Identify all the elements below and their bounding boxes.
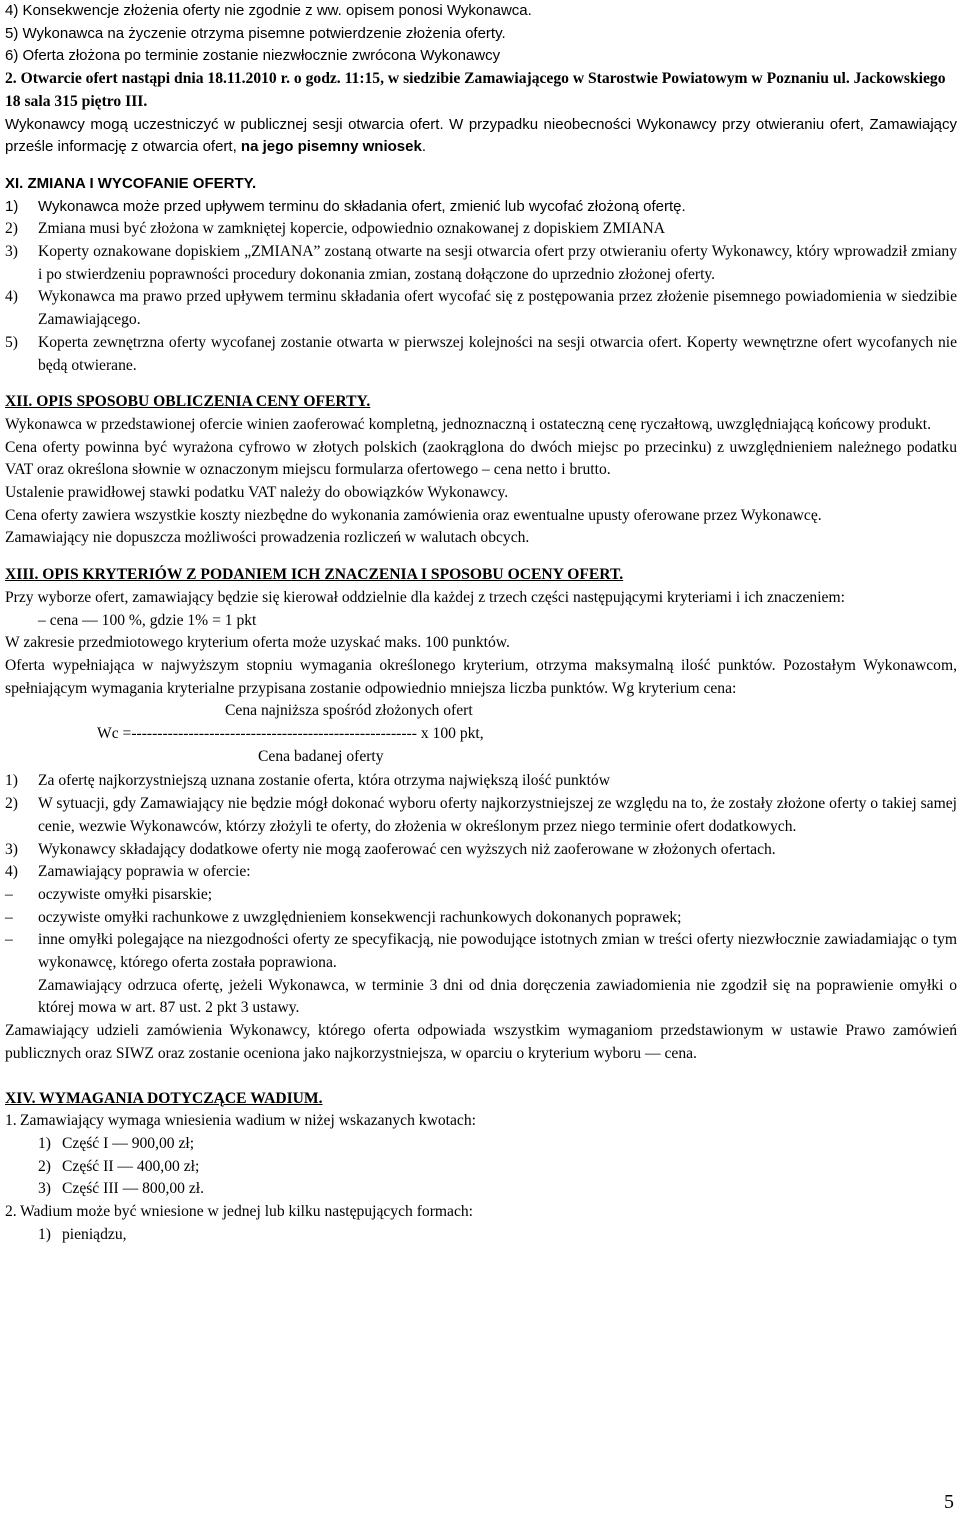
paragraph: Zamawiający udzieli zamówienia Wykonawcy, którego oferta odpowiada wszystkim wymaganiom przedstawionym w ustawie Prawo zamówień publicznych oraz SIWZ oraz zostanie oceniona jako najkorzystniejsza, w oparciu o kryterium wyboru — cena.	[5, 1022, 957, 1062]
section-xii	[5, 391, 957, 550]
list-item	[5, 1201, 957, 1224]
paragraph: Cena oferty powinna być wyrażona cyfrowo w złotych polskich (zaokrąglona do dwóch miejsc po przecinku) z uwzględnieniem należnego podatku VAT oraz określona słownie w oznaczonym miejscu formularza ofertowego – cena netto i brutto.	[5, 438, 957, 479]
list-item	[5, 1110, 957, 1133]
item-number: 3)	[38, 1180, 51, 1198]
item-text: Wykonawca może przed upływem terminu do składania ofert, zmienić lub wycofać złożoną ofertę.	[38, 197, 686, 215]
dash-bullet: –	[5, 931, 13, 949]
section-heading: XI. ZMIANA I WYCOFANIE OFERTY.	[5, 174, 257, 192]
absence-text: W przypadku nieobecności Wykonawcy przy otwieraniu ofert, Zamawiający prześle informację z otwarcia ofert,	[5, 115, 957, 156]
list-item	[5, 218, 957, 241]
item-number: 4)	[5, 288, 18, 306]
paragraph: Wykonawca w przedstawionej ofercie winien zaoferować kompletną, jednoznaczną i ostateczną cenę ryczałtową, uwzględniającą końcowy produkt.	[5, 415, 932, 433]
section-xi	[5, 173, 957, 377]
item-text: Wadium może być wniesione w jednej lub kilku następujących formach:	[20, 1203, 473, 1221]
item-number: 1)	[5, 772, 18, 790]
list-item	[5, 196, 957, 219]
section-heading: XIII. OPIS KRYTERIÓW Z PODANIEM ICH ZNACZENIA I SPOSOBU OCENY OFERT.	[5, 566, 624, 584]
document-content	[5, 0, 957, 1246]
item-text: Zamawiający wymaga wniesienia wadium w niżej wskazanych kwotach:	[20, 1112, 476, 1130]
price-formula	[5, 700, 957, 770]
absence-paragraph	[5, 114, 957, 159]
sec11-list	[5, 196, 957, 219]
list-item	[5, 1224, 957, 1247]
item-number: 1)	[38, 1134, 51, 1152]
item-number: 1)	[5, 197, 19, 215]
item-text: Zmiana musi być złożona w zamkniętej kopercie, odpowiednio oznakowanej z dopiskiem ZMIANA	[38, 220, 666, 238]
item-number: 1)	[38, 1225, 51, 1243]
item-text: W sytuacji, gdy Zamawiający nie będzie mógł dokonać wyboru oferty najkorzystniejszej ze względu na to, że zostały złożone oferty o takiej samej cenie, wezwie Wykonawców, którzy złożyli te oferty, do złożenia w określonym przez niego terminie ofert dodatkowych.	[38, 795, 957, 835]
paragraph: Cena oferty zawiera wszystkie koszty niezbędne do wykonania zamówienia oraz ewentualne upusty oferowane przez Wykonawcę.	[5, 506, 822, 524]
item-number: 1.	[5, 1112, 17, 1130]
item-number: 2)	[5, 795, 18, 813]
item-text: Część III — 800,00 zł.	[62, 1180, 205, 1198]
item-number: 5)	[5, 333, 18, 351]
list-item	[5, 332, 957, 377]
section-xiv	[5, 1088, 957, 1247]
dash-bullet: –	[5, 885, 13, 903]
section-heading: XIV. WYMAGANIA DOTYCZĄCE WADIUM.	[5, 1089, 323, 1107]
dash-item	[5, 884, 957, 907]
page-number: 5	[944, 1491, 954, 1514]
item-number: 2)	[5, 220, 18, 238]
dash-item	[5, 907, 957, 930]
public-session-text: Wykonawcy mogą uczestniczyć w publicznej sesji otwarcia ofert.	[5, 115, 444, 133]
list-item	[5, 241, 957, 286]
item-text: Część I — 900,00 zł;	[62, 1134, 195, 1152]
criterion-line: – cena — 100 %, gdzie 1% = 1 pkt	[38, 611, 257, 629]
paragraph: Oferta wypełniająca w najwyższym stopniu wymagania określonego kryterium, otrzyma maksymalną ilość punktów. Pozostałym Wykonawcom, spełniającym wymagania kryterialne przypisana zostanie odpowiednio mniejsza liczba punktów. Wg kryterium cena:	[5, 656, 957, 697]
paragraph: Zamawiający nie dopuszcza możliwości prowadzenia rozliczeń w walutach obcych.	[5, 529, 530, 547]
item-text: Część II — 400,00 zł;	[62, 1157, 200, 1175]
dash-bullet: –	[5, 908, 13, 926]
list-item	[5, 839, 957, 862]
written-request-text: na jego pisemny wniosek	[240, 138, 422, 156]
paragraph: Przy wyborze ofert, zamawiający będzie się kierował oddzielnie dla każdej z trzech części następującymi kryteriami i ich znaczeniem:	[5, 588, 845, 606]
item-text: Wykonawca ma prawo przed upływem terminu składania ofert wycofać się z postępowania przez złożenie pisemnego powiadomienia w siedzibie Zamawiającego.	[38, 288, 957, 329]
item-text: Wykonawcy składający dodatkowe oferty nie mogą zaoferować cen wyższych niż zaoferowane w złożonych ofertach.	[38, 840, 776, 858]
list-item	[5, 286, 957, 331]
item-text: inne omyłki polegające na niezgodności oferty ze specyfikacją, nie powodujące istotnych zmian w treści oferty niezwłocznie zawiadamiając o tym wykonawcę, którego oferta została poprawiona.	[38, 931, 957, 972]
item-number: 2.	[5, 1203, 17, 1221]
list-item	[5, 1133, 957, 1156]
section-heading: XII. OPIS SPOSOBU OBLICZENIA CENY OFERTY.	[5, 393, 371, 411]
opening-date-paragraph: 2. Otwarcie ofert nastąpi dnia 18.11.2010 r. o godz. 11:15, w siedzibie Zamawiającego w Starostwie Powiatowym w Poznaniu ul. Jackowskiego 18 sala 315 piętro III.	[5, 70, 946, 110]
item-text: pieniądzu,	[62, 1225, 127, 1243]
item-text: Koperty oznakowane dopiskiem „ZMIANA” zostaną otwarte na sesji otwarcia ofert przy otwieraniu oferty Wykonawcy, który wprowadził zmiany i po stwierdzeniu poprawności procedury dokonania zmian, zostaną dołączone do uprzednio złożonej oferty.	[38, 243, 957, 283]
list-item	[5, 1178, 957, 1201]
list-item	[5, 1156, 957, 1179]
list-item: 5) Wykonawca na życzenie otrzyma pisemne potwierdzenie złożenia oferty.	[5, 24, 506, 42]
list-item	[5, 861, 957, 884]
item-text: oczywiste omyłki rachunkowe z uwzględnieniem konsekwencji rachunkowych dokonanych poprawek;	[38, 908, 682, 926]
list-item	[5, 793, 957, 838]
sec11-list-serif	[5, 218, 957, 377]
list-item: 6) Oferta złożona po terminie zostanie niezwłocznie zwrócona Wykonawcy	[5, 47, 501, 65]
item-text: oczywiste omyłki pisarskie;	[38, 885, 213, 903]
item-text: Za ofertę najkorzystniejszą uznana zostanie oferta, która otrzyma największą ilość punktów	[38, 772, 610, 790]
list-item: 4) Konsekwencje złożenia oferty nie zgodnie z ww. opisem ponosi Wykonawca.	[5, 2, 532, 19]
formula-line: Wc =------------------------------------------------------- x 100 pkt,	[97, 725, 484, 743]
paragraph: Zamawiający odrzuca ofertę, jeżeli Wykonawca, w terminie 3 dni od dnia doręczenia zawiadomienia nie zgodził się na poprawienie omyłki o której mowa w art. 87 ust. 2 pkt 3 ustawy.	[38, 976, 957, 1017]
item-number: 4)	[5, 863, 18, 881]
dash-item	[5, 929, 957, 974]
item-text: Zamawiający poprawia w ofercie:	[38, 863, 251, 881]
list-item	[5, 770, 957, 793]
period-text: .	[421, 138, 426, 156]
item-number: 3)	[5, 840, 18, 858]
formula-numerator: Cena najniższa spośród złożonych ofert	[225, 702, 473, 720]
item-number: 3)	[5, 243, 18, 261]
formula-denominator: Cena badanej oferty	[258, 748, 384, 766]
section-xiii	[5, 564, 957, 1065]
paragraph: W zakresie przedmiotowego kryterium oferta może uzyskać maks. 100 punktów.	[5, 634, 510, 652]
item-number: 2)	[38, 1157, 51, 1175]
paragraph: Ustalenie prawidłowej stawki podatku VAT należy do obowiązków Wykonawcy.	[5, 484, 509, 502]
item-text: Koperta zewnętrzna oferty wycofanej zostanie otwarta w pierwszej kolejności na sesji otwarcia ofert. Koperty wewnętrzne ofert wycofanych nie będą otwierane.	[38, 333, 957, 374]
